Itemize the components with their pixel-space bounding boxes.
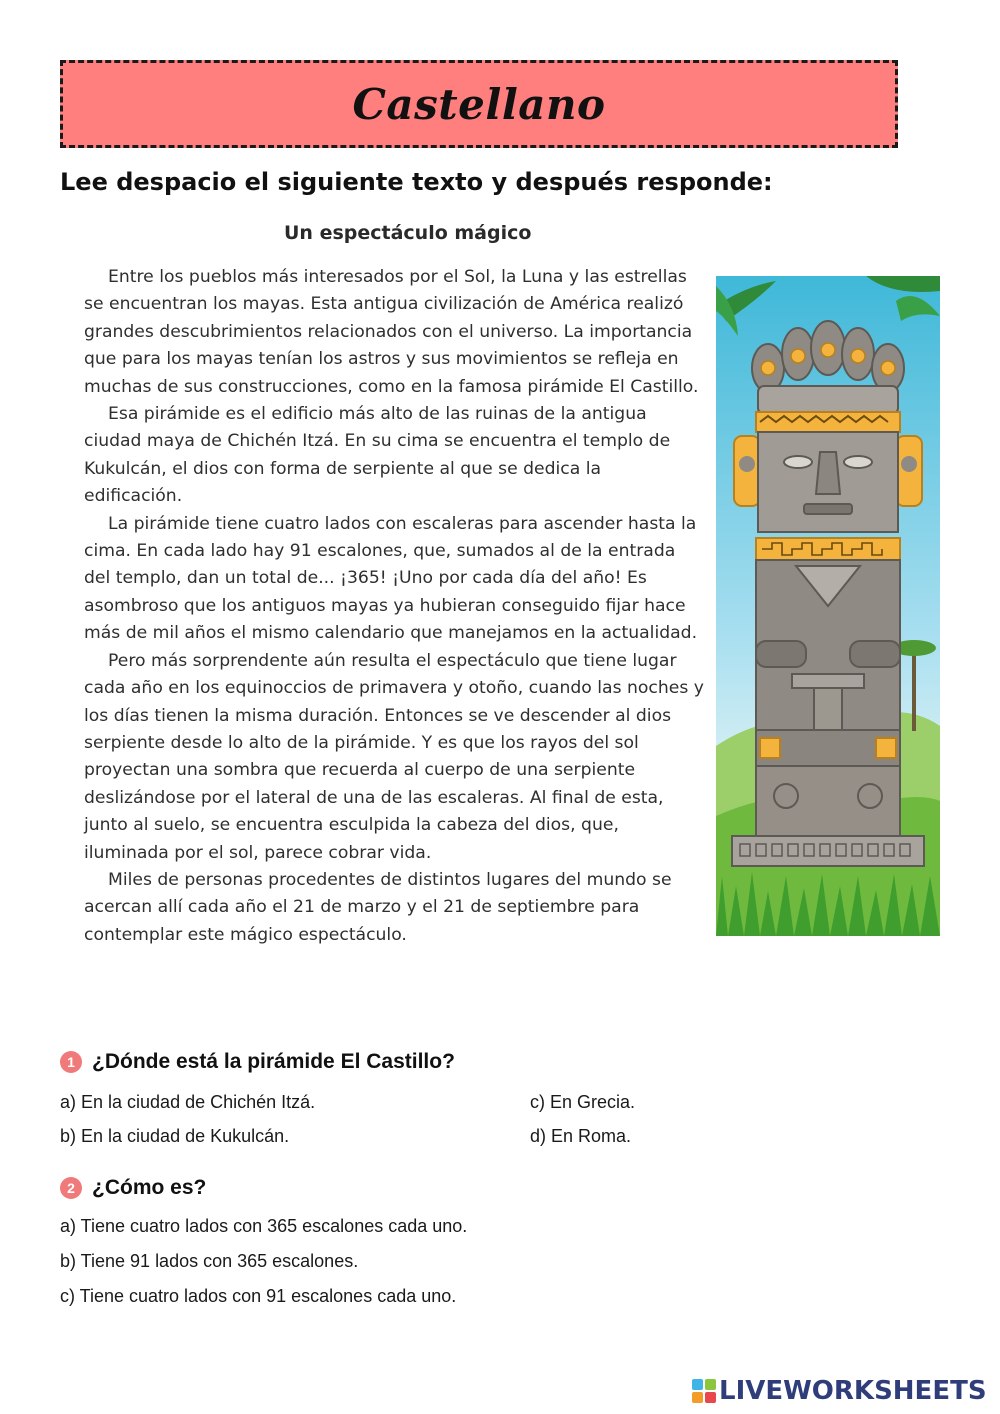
q2-option-b[interactable]: b) Tiene 91 lados con 365 escalones.	[60, 1251, 359, 1271]
question-1-text: ¿Dónde está la pirámide El Castillo?	[92, 1050, 455, 1073]
brand-name: LIVEWORKSHEETS	[719, 1376, 987, 1406]
q1-option-b[interactable]: b) En la ciudad de Kukulcán.	[60, 1126, 290, 1146]
question-number-badge: 1	[60, 1051, 82, 1073]
page-title: Castellano	[352, 79, 606, 129]
story-text	[84, 264, 704, 949]
question-2-text: ¿Cómo es?	[92, 1176, 207, 1199]
liveworksheets-logo[interactable]	[692, 1376, 987, 1406]
q2-option-a[interactable]: a) Tiene cuatro lados con 365 escalones cada uno.	[60, 1216, 468, 1236]
q2-option-c[interactable]: c) Tiene cuatro lados con 91 escalones cada uno.	[60, 1286, 457, 1306]
story-paragraph: La pirámide tiene cuatro lados con escaleras para ascender hasta la cima. En cada lado hay 91 escalones, que, sumados al de la entrada del templo, dan un total de... ¡365! ¡Uno por cada día del año! Es asombroso que los antiguos mayas ya hubieran conseguido fijar hace más de mil años el mismo calendario que manejamos en la actualidad.	[84, 513, 698, 644]
question-2-heading	[60, 1176, 206, 1200]
story-paragraph: Pero más sorprendente aún resulta el espectáculo que tiene lugar cada año en los equinoccios de primavera y otoño, cuando las noches y los días tienen la misma duración. Entonces se ve descender al dios serpiente desde lo alto de la pirámide. Y es que los rayos del sol proyectan una sombra que recuerda al cuerpo de una serpiente deslizándose por el lateral de una de las escaleras. Al final de esta, junto al suelo, se encuentra esculpida la cabeza del dios, que, iluminada por el sol, parece cobrar vida.	[84, 650, 704, 863]
question-1-heading	[60, 1050, 455, 1074]
mayan-totem-illustration	[716, 276, 940, 936]
story-paragraph: Miles de personas procedentes de distintos lugares del mundo se acercan allí cada año el 21 de marzo y el 21 de septiembre para contemplar este mágico espectáculo.	[84, 869, 672, 945]
question-number-badge: 2	[60, 1177, 82, 1199]
liveworksheets-logo-icon	[692, 1379, 716, 1403]
title-banner	[60, 60, 898, 148]
story-paragraph: Esa pirámide es el edificio más alto de las ruinas de la antigua ciudad maya de Chichén Itzá. En su cima se encuentra el templo de Kukulcán, el dios con forma de serpiente al que se dedica la edificación.	[84, 404, 671, 507]
story-title: Un espectáculo mágico	[284, 222, 532, 244]
instruction-text: Lee despacio el siguiente texto y después responde:	[60, 168, 773, 196]
q1-option-d[interactable]: d) En Roma.	[530, 1126, 632, 1146]
q1-option-a[interactable]: a) En la ciudad de Chichén Itzá.	[60, 1092, 316, 1112]
story-paragraph: Entre los pueblos más interesados por el Sol, la Luna y las estrellas se encuentran los mayas. Esta antigua civilización de América realizó grandes descubrimientos relacionados con el universo. La importancia que para los mayas tenían los astros y sus movimientos se refleja en muchas de sus construcciones, como en la famosa pirámide El Castillo.	[84, 267, 699, 397]
q1-option-c[interactable]: c) En Grecia.	[530, 1092, 636, 1112]
